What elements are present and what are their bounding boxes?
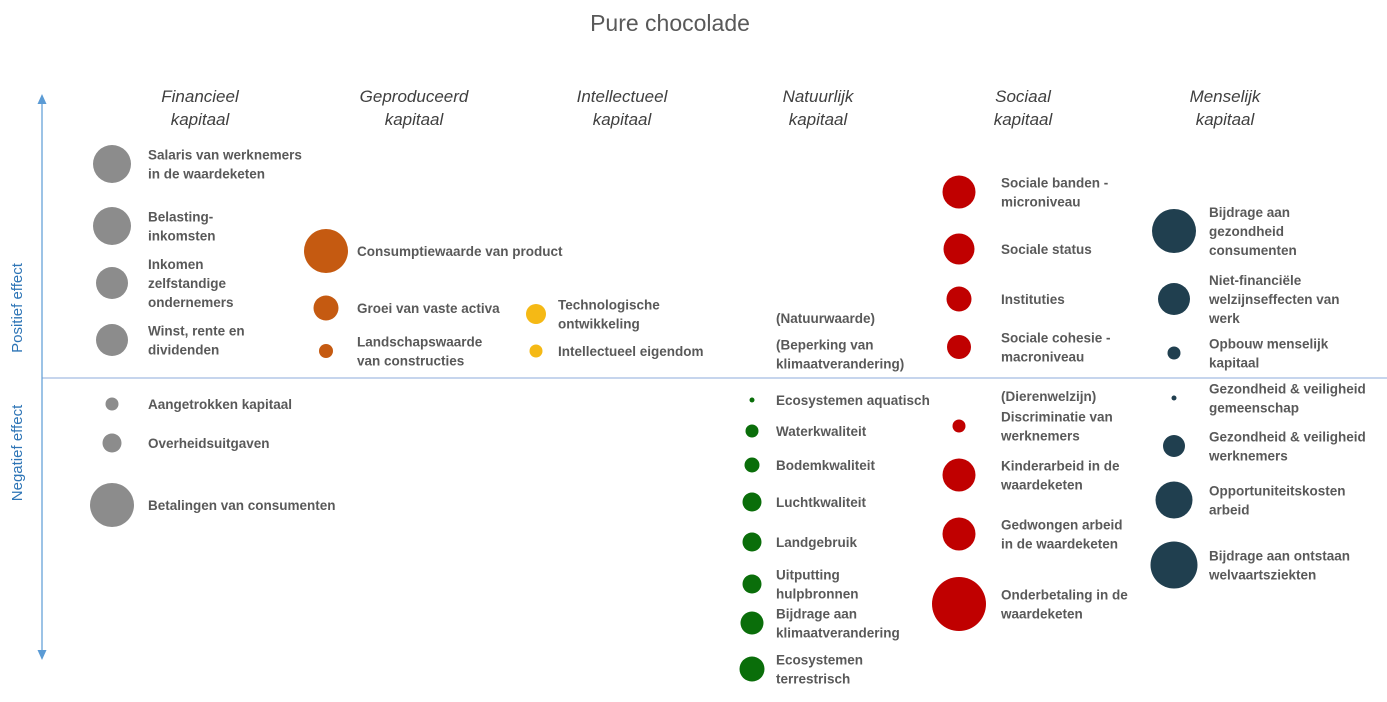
item-label: Opportuniteitskosten arbeid: [1209, 483, 1346, 518]
bubble: [740, 657, 765, 682]
bubble: [741, 612, 764, 635]
chart-item: [106, 397, 293, 412]
chart-item: [943, 459, 1121, 493]
item-label: Kinderarbeid in de waardeketen: [1001, 458, 1120, 493]
chart-item: [319, 335, 483, 369]
bubble: [93, 145, 131, 183]
item-label: Ecosystemen terrestrisch: [776, 652, 864, 687]
bubble: [953, 420, 966, 433]
item-label: Sociale status: [1001, 242, 1092, 257]
bubble: [743, 575, 762, 594]
chart-item: [1168, 337, 1329, 371]
bubble: [93, 207, 131, 245]
chart-item: [1151, 542, 1351, 589]
item-label: Gezondheid & veiligheid gemeenschap: [1209, 381, 1366, 416]
bubble: [743, 533, 762, 552]
item-label: Opbouw menselijk kapitaal: [1209, 336, 1329, 371]
item-label: Sociale cohesie -macroniveau: [1001, 330, 1111, 365]
chart-item: [96, 257, 234, 310]
item-label: Betalingen van consumenten: [148, 498, 336, 513]
item-label: Bodemkwaliteit: [776, 458, 876, 473]
bubble-items: [90, 145, 1366, 687]
chart-item: [750, 393, 930, 408]
chart-item: [314, 296, 501, 321]
arrow-down-icon: [38, 650, 47, 660]
bubble: [106, 398, 119, 411]
arrow-up-icon: [38, 94, 47, 104]
bubble: [932, 577, 986, 631]
bubble: [944, 234, 975, 265]
item-label: Landgebruik: [776, 535, 858, 550]
bubble: [96, 267, 128, 299]
item-label: Luchtkwaliteit: [776, 495, 867, 510]
chart-item: [743, 533, 858, 552]
bubble: [1163, 435, 1185, 457]
bubble: [1152, 209, 1196, 253]
item-label: Gezondheid & veiligheid werknemers: [1209, 429, 1366, 464]
y-label-negative: Negatief effect: [9, 404, 26, 502]
chart-item: [932, 577, 1128, 631]
chart-item: [943, 518, 1123, 552]
chart-item: [103, 434, 270, 453]
item-label: Bijdrage aan klimaatverandering: [776, 606, 900, 641]
chart-item: [953, 410, 1113, 444]
column-header-menselijk: Menselijk kapitaal: [1189, 87, 1261, 129]
item-label: Instituties: [1001, 292, 1065, 307]
item-label: Inkomen zelfstandige ondernemers: [148, 257, 234, 310]
chart-item: [530, 344, 704, 359]
item-label: Bijdrage aan gezondheid consumenten: [1209, 205, 1297, 258]
chart-item: [743, 568, 859, 602]
chart-item: [746, 424, 867, 439]
chart-item: [304, 229, 563, 273]
chart-item: [1163, 430, 1366, 464]
bubble: [319, 344, 333, 358]
column-header-natuurlijk: Natuurlijk kapitaal: [782, 87, 854, 129]
bubble: [947, 287, 972, 312]
y-label-positive: Positief effect: [9, 263, 26, 353]
item-label: Landschapswaarde van constructies: [357, 334, 483, 369]
column-header-intellectueel: Intellectueel kapitaal: [576, 87, 668, 129]
item-label: (Beperking van klimaatverandering): [776, 337, 905, 372]
bubble: [1158, 283, 1190, 315]
column-header-sociaal: Sociaal kapitaal: [993, 87, 1053, 129]
bubble: [530, 345, 543, 358]
item-label: Sociale banden -microniveau: [1001, 175, 1109, 210]
chart-item: [776, 311, 875, 326]
column-headers: [161, 87, 1262, 129]
chart-item: [90, 483, 336, 527]
item-label: (Dierenwelzijn): [1001, 389, 1097, 404]
chart-item: [93, 207, 216, 245]
item-label: Salaris van werknemers in de waardeketen: [148, 147, 302, 182]
item-label: Technologische ontwikkeling: [558, 297, 660, 332]
item-label: (Natuurwaarde): [776, 311, 876, 326]
bubble: [943, 176, 976, 209]
bubble: [103, 434, 122, 453]
bubble: [1156, 482, 1193, 519]
bubble: [746, 425, 759, 438]
column-header-financieel: Financieel kapitaal: [161, 87, 239, 129]
bubble: [947, 335, 971, 359]
item-label: Gedwongen arbeid in de waardeketen: [1001, 517, 1123, 552]
item-label: Uitputting hulpbronnen: [776, 567, 859, 602]
bubble: [304, 229, 348, 273]
item-label: Intellectueel eigendom: [558, 344, 704, 359]
chart-item: [943, 176, 1109, 210]
bubble: [1172, 396, 1177, 401]
bubble: [314, 296, 339, 321]
chart-item: [740, 653, 864, 687]
chart-title: Pure chocolade: [590, 10, 750, 36]
item-label: Winst, rente en dividenden: [148, 323, 245, 358]
item-label: Belasting-inkomsten: [148, 209, 216, 244]
chart-item: [1172, 382, 1366, 416]
item-label: Bijdrage aan ontstaan welvaartsziekten: [1209, 548, 1351, 583]
item-label: Aangetrokken kapitaal: [148, 397, 293, 412]
item-label: Consumptiewaarde van product: [357, 244, 563, 259]
item-label: Onderbetaling in de waardeketen: [1001, 587, 1128, 622]
chart-item: [526, 298, 660, 332]
item-label: Groei van vaste activa: [357, 301, 500, 316]
chart-item: [947, 331, 1111, 365]
chart-item: [93, 145, 302, 183]
chart-item: [741, 607, 900, 641]
chart-item: [944, 234, 1092, 265]
chart-item: [776, 338, 904, 372]
bubble: [743, 493, 762, 512]
bubble: [96, 324, 128, 356]
bubble: [943, 518, 976, 551]
bubble: [750, 398, 755, 403]
bubble: [1151, 542, 1198, 589]
chart-item: [1001, 389, 1096, 404]
item-label: Ecosystemen aquatisch: [776, 393, 930, 408]
bubble: [90, 483, 134, 527]
bubble: [1168, 347, 1181, 360]
chart-item: [947, 287, 1065, 312]
chart-item: [743, 493, 867, 512]
item-label: Discriminatie van werknemers: [1001, 409, 1113, 444]
chart-item: [1158, 273, 1340, 326]
column-header-geproduceerd: Geproduceerd kapitaal: [359, 87, 469, 129]
bubble: [745, 458, 760, 473]
y-axis: [38, 94, 47, 660]
chart-item: [1152, 205, 1297, 258]
item-label: Waterkwaliteit: [776, 424, 867, 439]
item-label: Niet-financiële welzijnseffecten van werk: [1209, 273, 1340, 326]
bubble: [526, 304, 546, 324]
chart-item: [745, 458, 876, 474]
chart-item: [96, 324, 245, 358]
chart-item: [1156, 482, 1346, 519]
bubble: [943, 459, 976, 492]
item-label: Overheidsuitgaven: [148, 436, 270, 451]
